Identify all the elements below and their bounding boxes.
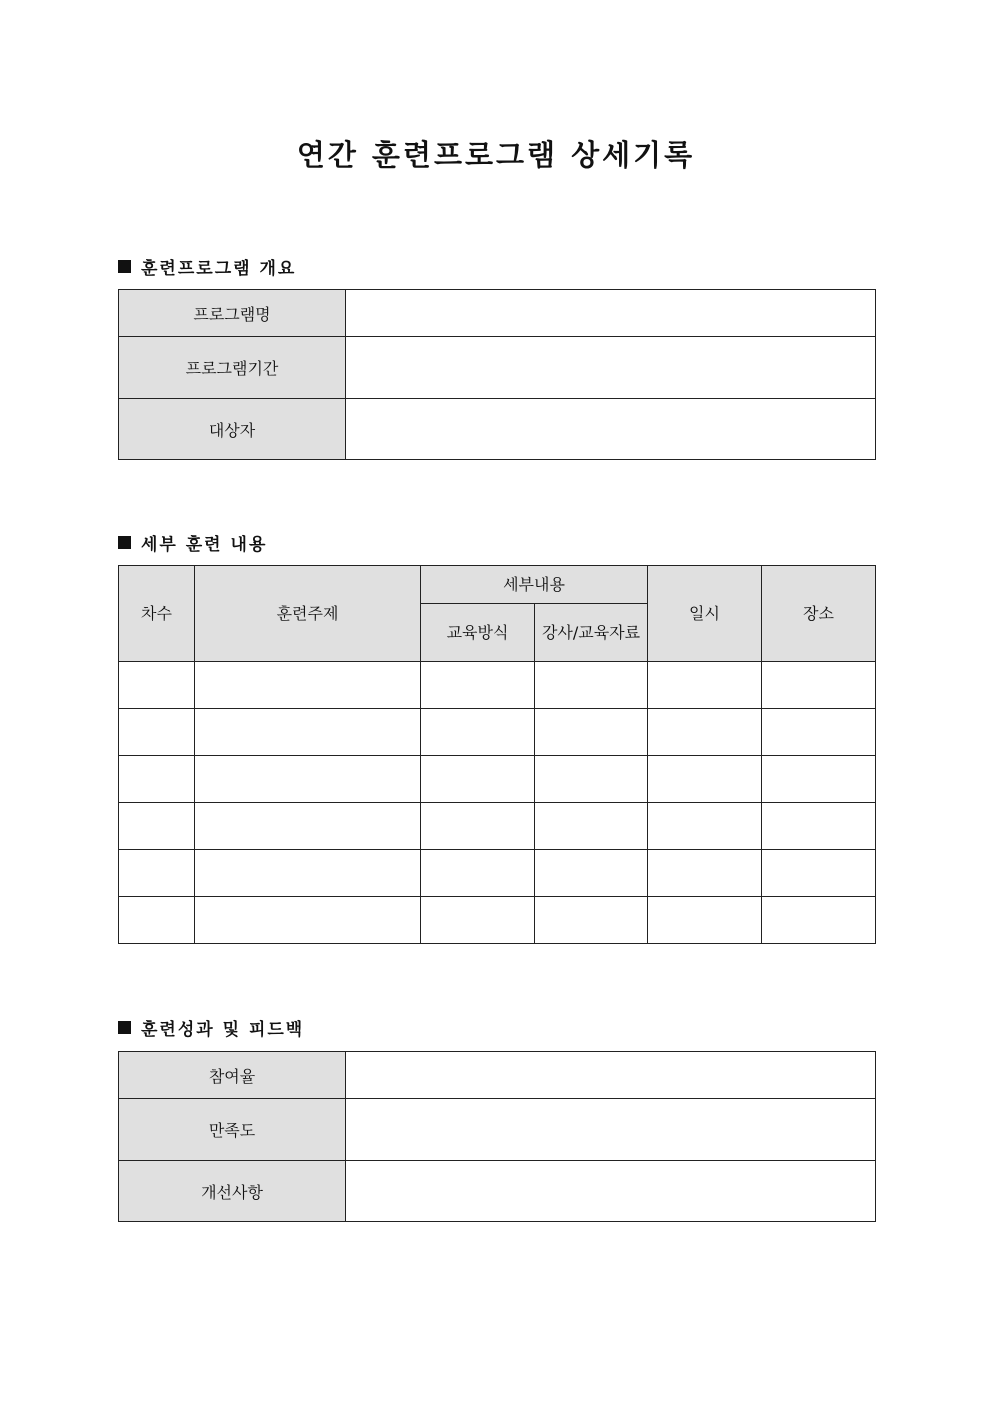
section-heading-label: 세부 훈련 내용 bbox=[141, 535, 268, 555]
column-header-place: 장소 bbox=[762, 566, 876, 662]
detail-cell-round[interactable] bbox=[119, 709, 195, 756]
detail-cell-round[interactable] bbox=[119, 803, 195, 850]
section-heading-overview bbox=[118, 254, 296, 279]
table-row bbox=[119, 1052, 876, 1099]
detail-cell-place[interactable] bbox=[762, 850, 876, 897]
detail-cell-datetime[interactable] bbox=[648, 756, 762, 803]
program-period-field[interactable] bbox=[346, 337, 876, 399]
table-row bbox=[119, 756, 876, 803]
detail-cell-round[interactable] bbox=[119, 850, 195, 897]
column-header-instructor: 강사/교육자료 bbox=[535, 604, 648, 662]
program-period-label: 프로그램기간 bbox=[119, 337, 346, 399]
column-header-round: 차수 bbox=[119, 566, 195, 662]
detail-cell-datetime[interactable] bbox=[648, 897, 762, 944]
square-bullet-icon bbox=[118, 260, 131, 273]
program-name-label: 프로그램명 bbox=[119, 290, 346, 337]
detail-cell-method[interactable] bbox=[421, 897, 535, 944]
detail-cell-topic[interactable] bbox=[195, 709, 421, 756]
detail-cell-place[interactable] bbox=[762, 803, 876, 850]
section-heading-details bbox=[118, 530, 267, 555]
results-table bbox=[118, 1051, 876, 1222]
detail-cell-round[interactable] bbox=[119, 756, 195, 803]
section-heading-label: 훈련성과 및 피드백 bbox=[141, 1020, 305, 1040]
participation-rate-field[interactable] bbox=[346, 1052, 876, 1099]
column-header-method: 교육방식 bbox=[421, 604, 535, 662]
detail-cell-instructor[interactable] bbox=[535, 662, 648, 709]
detail-cell-method[interactable] bbox=[421, 756, 535, 803]
detail-cell-place[interactable] bbox=[762, 897, 876, 944]
table-row bbox=[119, 850, 876, 897]
square-bullet-icon bbox=[118, 1021, 131, 1034]
improvements-field[interactable] bbox=[346, 1161, 876, 1222]
details-table bbox=[118, 565, 876, 944]
column-header-topic: 훈련주제 bbox=[195, 566, 421, 662]
detail-cell-method[interactable] bbox=[421, 803, 535, 850]
detail-cell-method[interactable] bbox=[421, 850, 535, 897]
table-row bbox=[119, 290, 876, 337]
detail-cell-instructor[interactable] bbox=[535, 709, 648, 756]
satisfaction-field[interactable] bbox=[346, 1099, 876, 1161]
column-header-datetime: 일시 bbox=[648, 566, 762, 662]
header-row bbox=[119, 566, 876, 604]
detail-cell-place[interactable] bbox=[762, 662, 876, 709]
table-row bbox=[119, 897, 876, 944]
column-header-content: 세부내용 bbox=[421, 566, 648, 604]
detail-cell-place[interactable] bbox=[762, 756, 876, 803]
detail-cell-topic[interactable] bbox=[195, 897, 421, 944]
detail-cell-round[interactable] bbox=[119, 662, 195, 709]
detail-cell-topic[interactable] bbox=[195, 756, 421, 803]
table-row bbox=[119, 1099, 876, 1161]
table-row bbox=[119, 709, 876, 756]
target-audience-field[interactable] bbox=[346, 399, 876, 460]
participation-rate-label: 참여율 bbox=[119, 1052, 346, 1099]
section-heading-results bbox=[118, 1015, 304, 1040]
satisfaction-label: 만족도 bbox=[119, 1099, 346, 1161]
overview-table bbox=[118, 289, 876, 460]
detail-cell-instructor[interactable] bbox=[535, 803, 648, 850]
table-row bbox=[119, 803, 876, 850]
table-row bbox=[119, 399, 876, 460]
detail-cell-instructor[interactable] bbox=[535, 897, 648, 944]
section-heading-label: 훈련프로그램 개요 bbox=[141, 259, 297, 279]
detail-cell-method[interactable] bbox=[421, 662, 535, 709]
square-bullet-icon bbox=[118, 536, 131, 549]
detail-cell-datetime[interactable] bbox=[648, 709, 762, 756]
detail-cell-instructor[interactable] bbox=[535, 756, 648, 803]
table-row bbox=[119, 337, 876, 399]
detail-cell-datetime[interactable] bbox=[648, 803, 762, 850]
detail-cell-round[interactable] bbox=[119, 897, 195, 944]
detail-cell-topic[interactable] bbox=[195, 662, 421, 709]
detail-cell-instructor[interactable] bbox=[535, 850, 648, 897]
detail-cell-topic[interactable] bbox=[195, 803, 421, 850]
detail-cell-topic[interactable] bbox=[195, 850, 421, 897]
table-row bbox=[119, 1161, 876, 1222]
detail-cell-datetime[interactable] bbox=[648, 662, 762, 709]
improvements-label: 개선사항 bbox=[119, 1161, 346, 1222]
program-name-field[interactable] bbox=[346, 290, 876, 337]
detail-cell-datetime[interactable] bbox=[648, 850, 762, 897]
detail-cell-method[interactable] bbox=[421, 709, 535, 756]
detail-cell-place[interactable] bbox=[762, 709, 876, 756]
table-row bbox=[119, 662, 876, 709]
page-title: 연간 훈련프로그램 상세기록 bbox=[296, 138, 696, 172]
target-audience-label: 대상자 bbox=[119, 399, 346, 460]
